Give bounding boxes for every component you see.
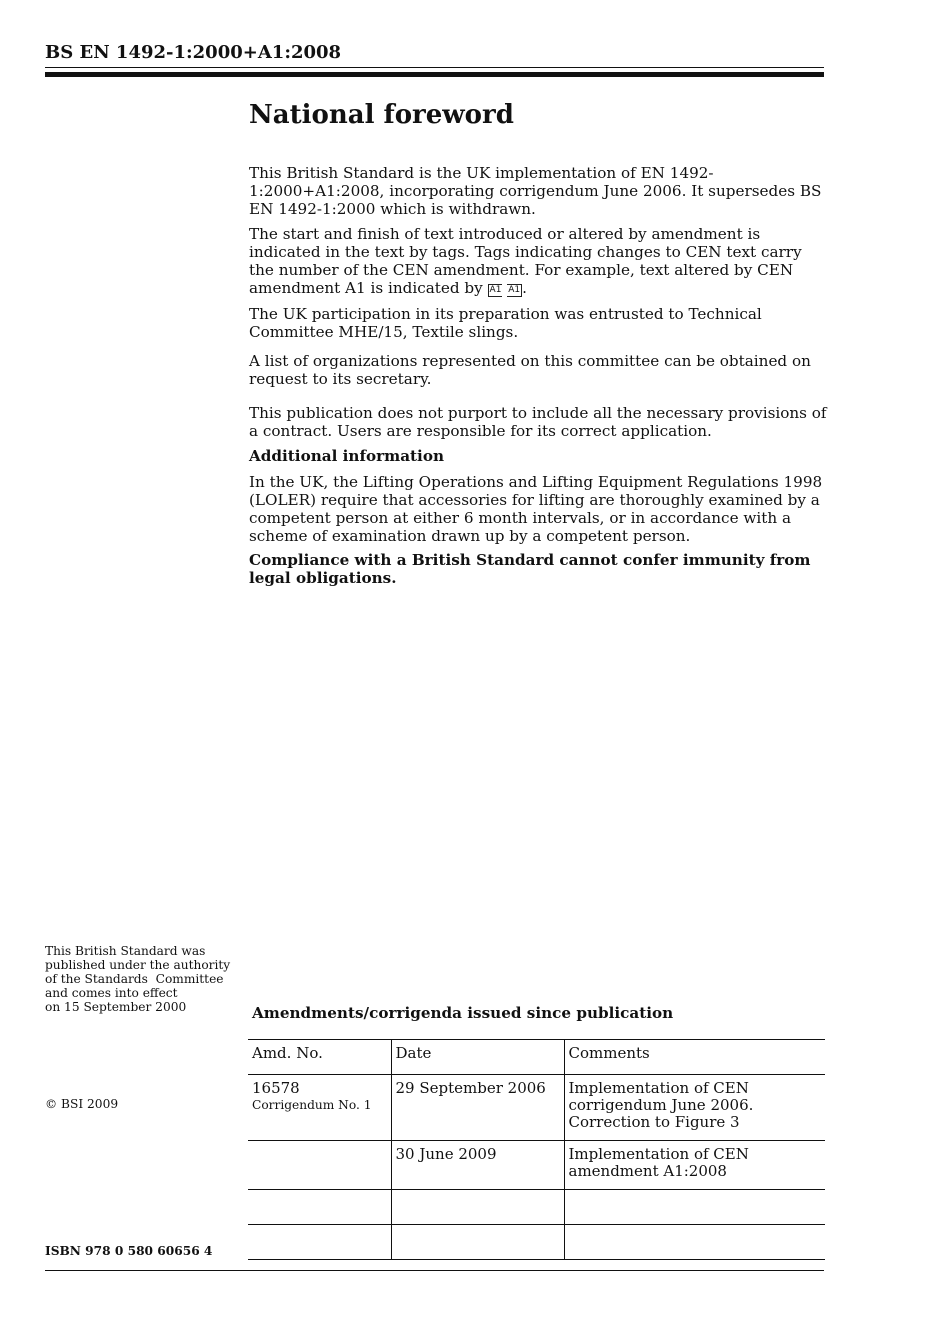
empty-cell xyxy=(564,1225,825,1260)
comment-line: corrigendum June 2006. xyxy=(568,1096,754,1114)
publication-note-line: published under the authority xyxy=(45,958,231,972)
additional-information-heading: Additional information xyxy=(249,447,444,465)
copyright: © BSI 2009 xyxy=(45,1097,119,1111)
page-title: National foreword xyxy=(249,100,514,130)
amendment-start-tag-icon: A1 xyxy=(489,285,502,295)
publication-note-line: and comes into effect xyxy=(45,986,178,1000)
empty-cell xyxy=(391,1190,564,1225)
implementation-text: This British Standard is the UK implementation of EN 1492-1:2000+A1:2008, incorporating corrigendum June 2006. It supersedes BS EN 1492-1:2000 which is withdrawn. xyxy=(249,164,822,218)
amd-no: 16578 xyxy=(252,1079,300,1097)
comments-cell xyxy=(564,1141,825,1190)
comment-line: amendment A1:2008 xyxy=(568,1162,727,1180)
amd-no-cell xyxy=(248,1075,391,1141)
header-comments: Comments xyxy=(564,1040,825,1075)
comments-cell xyxy=(564,1075,825,1141)
publication-note-line: of the Standards Committee xyxy=(45,972,224,986)
amendment-end-tag-icon: A1 xyxy=(508,285,521,295)
header-rule-thin xyxy=(45,67,824,68)
tags-text-body: The start and finish of text introduced or altered by amendment is indicated in the text by tags. Tags indicating changes to CEN text carry the number of the CEN amendment. For example, text altered by CEN amendment A1 is indicated by xyxy=(249,225,802,297)
tags-text: The start and finish of text introduced or altered by amendment is indicated in the text by tags. Tags indicating changes to CEN text carry the number of the CEN amendment. For example, text altered by CEN amendment A1 is indicated by A1 A1 . xyxy=(249,225,802,297)
loler-text: In the UK, the Lifting Operations and Lifting Equipment Regulations 1998 (LOLER) require that accessories for lifting are thoroughly examined by a competent person at either 6 month intervals, or in accordance with a scheme of examination drawn up by a competent person. xyxy=(249,473,823,545)
empty-cell xyxy=(564,1190,825,1225)
committee-text: The UK participation in its preparation was entrusted to Technical Committee MHE/15, Textile slings. xyxy=(249,305,762,341)
header-amd-no: Amd. No. xyxy=(248,1040,391,1075)
footer-rule xyxy=(45,1270,824,1271)
organizations-text: A list of organizations represented on this committee can be obtained on request to its secretary. xyxy=(249,352,811,388)
publication-note-line: This British Standard was xyxy=(45,944,206,958)
intro-paragraph xyxy=(249,164,829,218)
date-cell: 30 June 2009 xyxy=(391,1141,564,1190)
date-cell: 29 September 2006 xyxy=(391,1075,564,1141)
amd-no-cell xyxy=(248,1141,391,1190)
table-row-empty xyxy=(248,1225,825,1260)
comment-line: Implementation of CEN xyxy=(568,1145,749,1163)
publication-note xyxy=(45,944,235,1014)
empty-cell xyxy=(391,1225,564,1260)
amendments-table xyxy=(248,1039,825,1260)
tags-paragraph xyxy=(249,225,829,297)
committee-paragraph xyxy=(249,305,829,341)
document-number: BS EN 1492-1:2000+A1:2008 xyxy=(45,42,342,63)
compliance-statement: Compliance with a British Standard cannot confer immunity from legal obligations. xyxy=(249,551,811,587)
comment-line: Correction to Figure 3 xyxy=(568,1113,740,1131)
provisions-paragraph xyxy=(249,404,829,440)
table-row xyxy=(248,1075,825,1141)
header-date: Date xyxy=(391,1040,564,1075)
table-header-row xyxy=(248,1040,825,1075)
table-row-empty xyxy=(248,1190,825,1225)
table-row xyxy=(248,1141,825,1190)
publication-note-line: on 15 September 2000 xyxy=(45,1000,187,1014)
header-rule-thick xyxy=(45,72,824,77)
isbn: ISBN 978 0 580 60656 4 xyxy=(45,1244,213,1258)
organizations-paragraph xyxy=(249,352,829,388)
empty-cell xyxy=(248,1190,391,1225)
empty-cell xyxy=(248,1225,391,1260)
amd-sub: Corrigendum No. 1 xyxy=(252,1098,372,1112)
amendments-title: Amendments/corrigenda issued since publication xyxy=(252,1004,674,1022)
loler-paragraph xyxy=(249,473,829,545)
comment-line: Implementation of CEN xyxy=(568,1079,749,1097)
provisions-text: This publication does not purport to include all the necessary provisions of a contract. Users are responsible for its correct application. xyxy=(249,404,827,440)
